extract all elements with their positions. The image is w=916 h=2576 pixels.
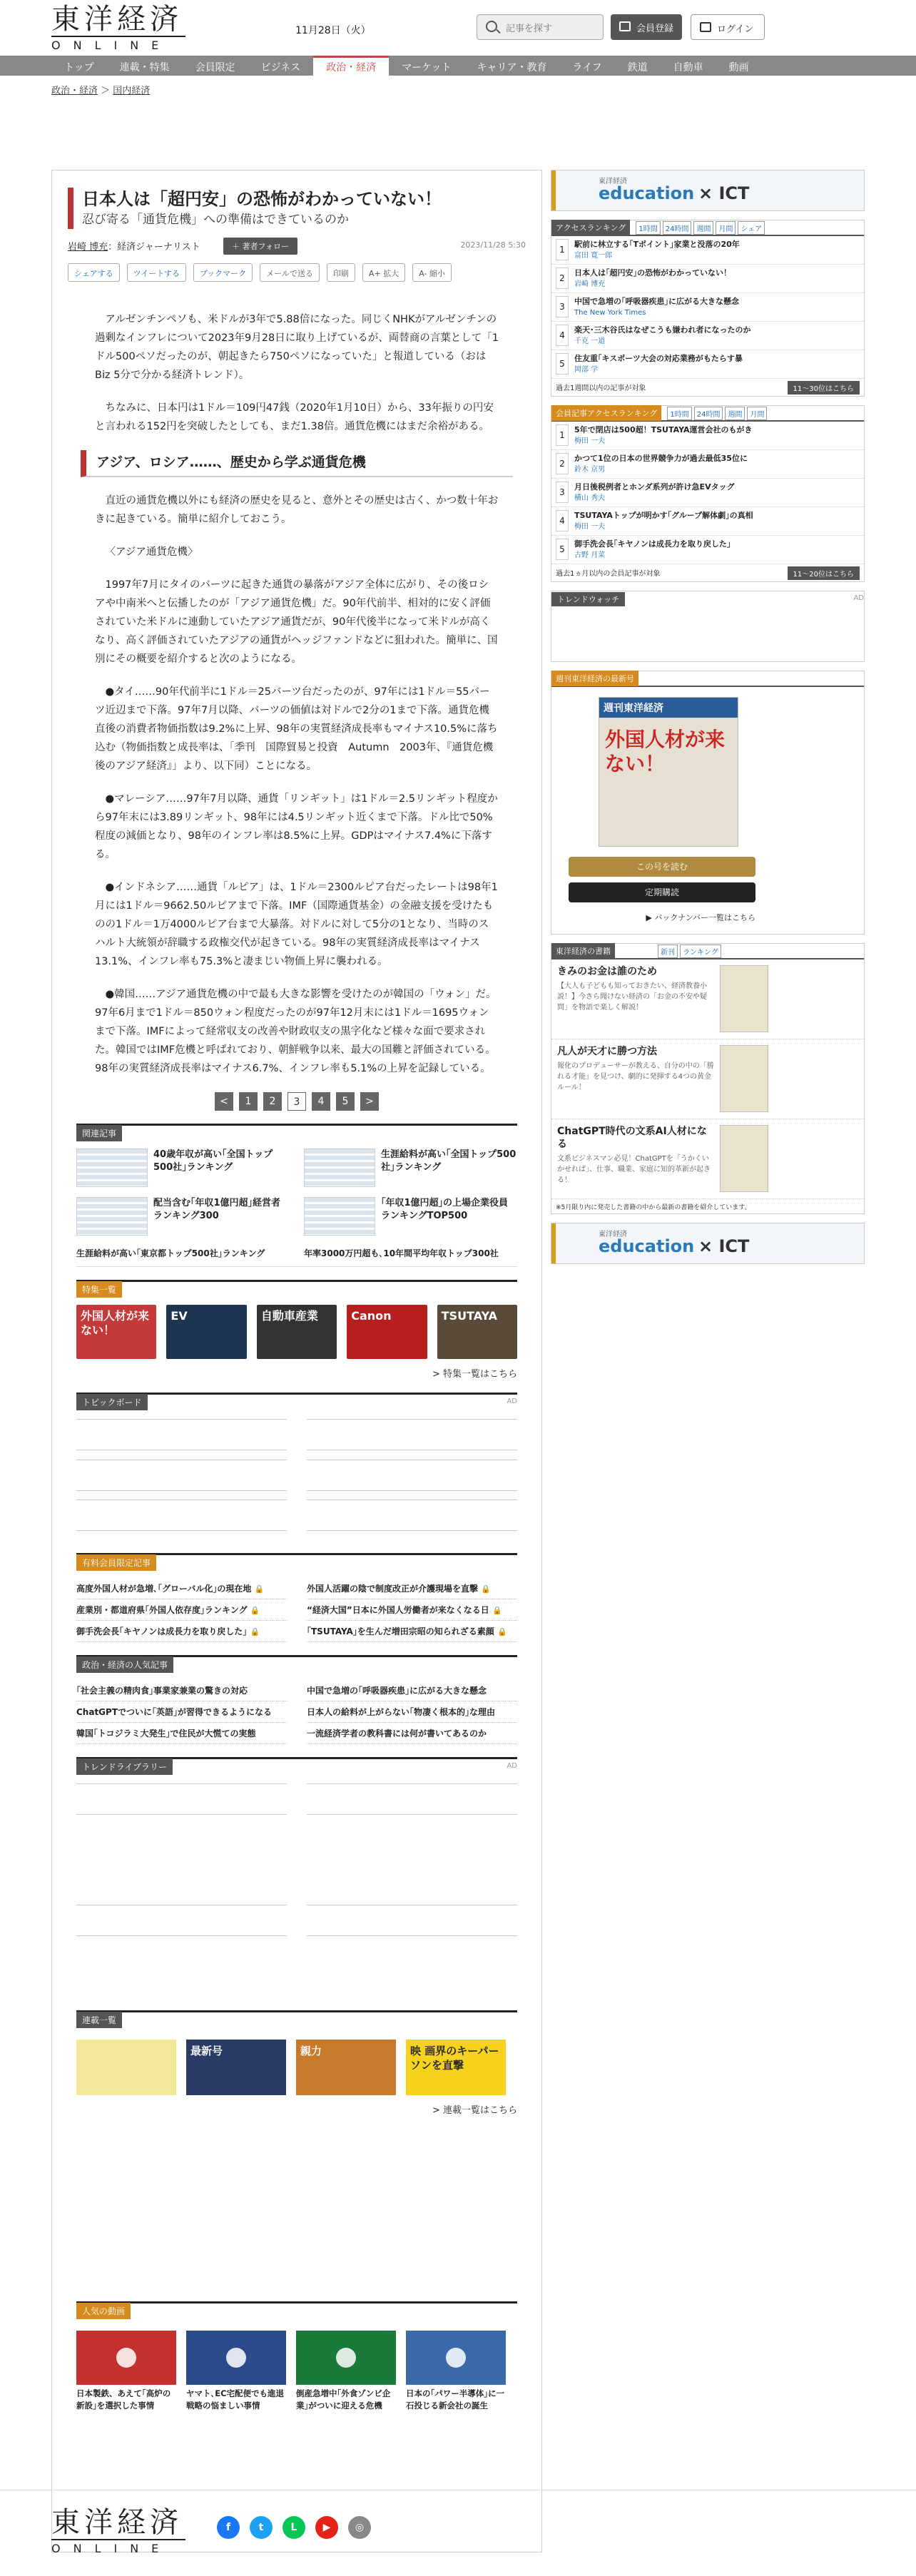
- twitter-share-button[interactable]: ツイートする: [127, 263, 186, 282]
- mail-button[interactable]: メールで送る: [260, 263, 320, 282]
- nav-item-career[interactable]: キャリア・教育: [477, 62, 547, 73]
- list-item[interactable]: 御手洗会長｢キヤノンは成長力を取り戻した｣ 🔒: [76, 1621, 287, 1642]
- ad-slot[interactable]: [307, 1905, 517, 1936]
- feature-card[interactable]: 自動車産業: [257, 1305, 337, 1359]
- article-column: [51, 170, 542, 2552]
- related-link[interactable]: 年率3000万円超も､10年間平均年収トップ300社: [304, 1248, 499, 1258]
- play-icon: [336, 2348, 356, 2368]
- paragraph: ●マレーシア……97年7月以降、通貨「リンギット」は1ドル＝2.5リンギット程度から97年末には3.89リンギット、98年には4.5リンギット近くまで下落。ドル比で50%程度の減価となり、98年のインフレ率は8.5%に上昇。GDPはマイナス7.4%に下落する。: [95, 793, 498, 860]
- tab-month[interactable]: 月間: [747, 407, 767, 420]
- paragraph: 〈アジア通貨危機〉: [105, 546, 198, 558]
- ad-slot[interactable]: [76, 1460, 287, 1491]
- print-button[interactable]: 印刷: [327, 263, 355, 282]
- list-item[interactable]: ｢TSUTAYA｣を生んだ増田宗昭の知られざる素顔 🔒: [307, 1621, 517, 1642]
- book-cover: [720, 1125, 768, 1192]
- site-footer: [0, 2490, 916, 2575]
- register-button[interactable]: 会員登録: [611, 14, 682, 40]
- nav-item-auto[interactable]: 自動車: [673, 62, 703, 73]
- education-ict-banner[interactable]: 東洋経済 education × ICT: [551, 170, 865, 211]
- video-card[interactable]: [296, 2331, 396, 2412]
- page-current: 3: [287, 1092, 306, 1111]
- lock-icon: 🔒: [250, 1606, 260, 1615]
- book-item[interactable]: 凡人が天才に勝つ方法 報化のプロデューサーが教える、自分の中の「勝れる才能」を見つけ、劇的に発揮する4つの黄金ルール！: [551, 1039, 864, 1119]
- lock-icon: 🔒: [492, 1606, 502, 1615]
- nav-item-business[interactable]: ビジネス: [260, 62, 301, 73]
- popular-articles: [76, 1655, 517, 1744]
- tab-24h[interactable]: 24時間: [663, 221, 692, 235]
- thumbnail: [76, 1197, 148, 1236]
- section-title: 政治・経済の人気記事: [76, 1656, 173, 1673]
- back-number-link[interactable]: ▶ バックナンバー一覧はこちら: [646, 913, 755, 922]
- section-title: トピックボード: [76, 1394, 148, 1410]
- video-title: 日本製鉄、あえて｢高炉の新設｣を選択した事情: [76, 2388, 171, 2410]
- ranking-item[interactable]: 4 楽天･三木谷氏はなぜこうも嫌われ者になったのか 千克 一道: [551, 322, 864, 350]
- tab-ranking[interactable]: ランキング: [680, 945, 721, 958]
- serial-card[interactable]: 最新号: [186, 2040, 286, 2095]
- ad-label: AD: [853, 594, 864, 602]
- global-nav: [0, 56, 916, 76]
- author-line: 岩崎 博充：経済ジャーナリスト ＋ 著者フォロー 2023/11/28 5:30: [68, 239, 526, 256]
- related-item[interactable]: ｢年収1億円超｣の上場企業役員ランキングTOP500: [304, 1197, 517, 1236]
- member-articles: [76, 1553, 517, 1642]
- site-logo[interactable]: [51, 3, 187, 52]
- paragraph: ●韓国……アジア通貨危機の中で最も大きな影響を受けたのが韓国の「ウォン」だ。97年6月まで1ドル＝850ウォン程度だったのが97年12月末には1ドル＝1695ウォンまで下落。IMFによって経常収支の改善や財政収支の黒字化など様々な面で要求された。韓国ではIMF危機と呼ばれており、朝鮮戦争以来、最大の国難と評価されている。98年の実質経済成長率はマイナス6.7%、インフレ率も5.1%の上昇を記録している。: [95, 989, 497, 1074]
- ranking-item[interactable]: 3 中国で急増の｢呼吸器疾患｣に広がる大きな懸念 The New York Times: [551, 293, 864, 322]
- nav-item-market[interactable]: マーケット: [402, 62, 452, 73]
- serial-card[interactable]: 親力: [296, 2040, 396, 2095]
- ranking-more-button[interactable]: 11～30位はこちら: [788, 381, 860, 394]
- login-button[interactable]: ログイン: [691, 14, 765, 40]
- thumbnail: [304, 1149, 375, 1187]
- page-link[interactable]: 4: [312, 1092, 330, 1111]
- author-name[interactable]: 岩崎 博充: [68, 242, 108, 253]
- video-section: [76, 2301, 517, 2412]
- search-input[interactable]: 記事を探す: [477, 14, 604, 40]
- youtube-icon[interactable]: ▶: [315, 2516, 338, 2539]
- article-header: [68, 188, 526, 229]
- books-box: [551, 943, 865, 1214]
- tab-share[interactable]: シェア: [738, 221, 765, 235]
- sidebar: [551, 170, 865, 1264]
- related-item[interactable]: 生涯給料が高い｢全国トップ500社｣ランキング: [304, 1149, 517, 1187]
- related-item[interactable]: 40歳年収が高い｢全国トップ500社｣ランキング: [76, 1149, 290, 1187]
- feature-card[interactable]: TSUTAYA: [437, 1305, 517, 1359]
- breadcrumb-link[interactable]: 国内経済: [113, 86, 151, 96]
- ranking-item[interactable]: 5 御手洗会長｢キヤノンは成長力を取り戻した｣ 古野 月菜: [551, 536, 864, 564]
- related-section: [76, 1124, 517, 1267]
- font-shrink-button[interactable]: A- 縮小: [412, 263, 452, 282]
- nav-item-top[interactable]: トップ: [64, 62, 94, 73]
- thumbnail: [304, 1197, 375, 1236]
- line-icon[interactable]: L: [283, 2516, 305, 2539]
- member-icon: [619, 21, 631, 31]
- lock-icon: 🔒: [254, 1584, 265, 1594]
- ad-label: AD: [507, 1762, 517, 1770]
- share-bar: [68, 263, 526, 282]
- play-icon: [226, 2348, 246, 2368]
- nav-item-video[interactable]: 動画: [728, 62, 749, 73]
- box-title: 会員記事アクセスランキング: [551, 405, 661, 421]
- tab-week[interactable]: 週間: [693, 221, 713, 235]
- nav-item-rail[interactable]: 鉄道: [627, 62, 648, 73]
- facebook-share-button[interactable]: シェアする: [68, 263, 120, 282]
- feature-card[interactable]: Canon: [347, 1305, 427, 1359]
- feature-card[interactable]: 外国人材が来ない！: [76, 1305, 156, 1359]
- tab-week[interactable]: 週間: [725, 407, 745, 420]
- trend-watch: トレンドウォッチ AD: [551, 591, 865, 662]
- list-item[interactable]: 中国で急増の｢呼吸器疾患｣に広がる大きな懸念: [307, 1680, 517, 1701]
- article-title: 日本人は「超円安」の恐怖がわかっていない！: [82, 189, 442, 209]
- serial-more-link[interactable]: > 連載一覧はこちら: [432, 2105, 517, 2116]
- education-ict-banner[interactable]: 東洋経済 education × ICT: [551, 1223, 865, 1264]
- logo-text-en: ONLINE: [51, 36, 185, 52]
- serial-section: [76, 2010, 517, 2116]
- play-icon: [446, 2348, 466, 2368]
- search-icon: [486, 21, 497, 32]
- rss-icon[interactable]: ◎: [348, 2516, 371, 2539]
- ad-label: AD: [507, 1398, 517, 1405]
- features-section: [76, 1280, 517, 1380]
- ad-slot[interactable]: [76, 1500, 287, 1531]
- login-icon: [700, 22, 711, 32]
- thumbnail: [76, 1149, 148, 1187]
- magazine-cover[interactable]: 週刊東洋経済 外国人材が来ない！: [599, 697, 738, 847]
- ranking-item[interactable]: 4 TSUTAYAトップが明かす｢グループ解体劇｣の真相 梅田 一夫: [551, 507, 864, 536]
- book-item[interactable]: きみのお金は誰のため 【大人も子どもも知っておきたい、経済教養小説！】今さら聞けない経済の「お金の不安や疑問」を物語で楽しく解説！: [551, 959, 864, 1039]
- section-title: 人気の動画: [76, 2303, 131, 2319]
- article-body: [95, 310, 499, 1078]
- ranking-more-button[interactable]: 11～20位はこちら: [788, 566, 860, 580]
- follow-button[interactable]: ＋ 著者フォロー: [223, 238, 297, 255]
- lock-icon: 🔒: [250, 1627, 260, 1636]
- list-item[interactable]: 日本人の給料が上がらない｢物凄く根本的｣な理由: [307, 1701, 517, 1723]
- nav-item-series[interactable]: 連載・特集: [119, 62, 170, 73]
- paragraph: 直近の通貨危機以外にも経済の歴史を見ると、意外とその歴史は古く、かつ数十年おきに起きている。簡単に紹介しておこう。: [95, 495, 499, 525]
- section-title: トレンドライブラリー: [76, 1758, 173, 1775]
- sns-links: [217, 2516, 371, 2539]
- nav-item-politics[interactable]: 政治・経済: [313, 56, 389, 76]
- lock-icon: 🔒: [481, 1584, 491, 1594]
- trend-library: [76, 1757, 517, 1997]
- ranking-item[interactable]: 5 住友重｢キスポーツ大会の対応業務がもたらす暴 岡部 学: [551, 350, 864, 379]
- breadcrumb-link[interactable]: 政治・経済: [51, 86, 98, 96]
- header-date: 11月28日（火）: [295, 25, 371, 36]
- list-item[interactable]: 外国人活躍の陰で制度改正が介護現場を直撃 🔒: [307, 1578, 517, 1599]
- magazine-box: [551, 671, 865, 935]
- list-item[interactable]: 一流経済学者の教科書には何が書いてあるのか: [307, 1723, 517, 1744]
- video-card[interactable]: [76, 2331, 176, 2412]
- list-item[interactable]: 高度外国人材が急増､｢グローバル化｣の現在地 🔒: [76, 1578, 287, 1599]
- book-cover: [720, 1045, 768, 1112]
- twitter-icon[interactable]: t: [250, 2516, 273, 2539]
- box-title: アクセスランキング: [551, 220, 630, 235]
- tab-24h[interactable]: 24時間: [694, 407, 723, 420]
- feature-card[interactable]: EV: [166, 1305, 246, 1359]
- topic-board: [76, 1393, 517, 1540]
- books-note: ※5月限り内に発売した書籍の中から最新の書籍を紹介しています。: [556, 1204, 751, 1211]
- ranking-item[interactable]: 3 月日後税例者とホンダ系列が許け急EVタッグ 横山 秀夫: [551, 479, 864, 507]
- logo-text-jp: 東洋経済: [51, 3, 183, 36]
- box-title: 東洋経済の書籍: [551, 943, 615, 959]
- ad-slot[interactable]: [307, 1500, 517, 1531]
- tab-month[interactable]: 月間: [716, 221, 736, 235]
- next-page-button[interactable]: >: [360, 1092, 379, 1111]
- page-link[interactable]: 2: [263, 1092, 282, 1111]
- video-title: 倒産急増中｢外食ゾンビ企業｣がついに迎える危機: [296, 2388, 391, 2410]
- access-ranking: [551, 220, 865, 397]
- ranking-note: 過去1週間以内の記事が対象: [556, 385, 646, 392]
- tab-new[interactable]: 新刊: [658, 945, 678, 958]
- ad-slot[interactable]: [307, 1783, 517, 1815]
- ad-slot[interactable]: [76, 1419, 287, 1450]
- section-title: 特集一覧: [76, 1281, 122, 1298]
- book-item[interactable]: ChatGPT時代の文系AI人材になる 文系ビジネスマン必見！ChatGPTを「うかくいかせれば」、仕事、職業、家庭に知的革新が起きる！: [551, 1119, 864, 1199]
- nav-item-life[interactable]: ライフ: [572, 62, 602, 73]
- serial-card[interactable]: [76, 2040, 176, 2095]
- nav-item-members[interactable]: 会員限定: [195, 62, 235, 73]
- ranking-item[interactable]: 1 駅前に林立する｢Tポイント｣家業と没落の20年 富田 寛一郎: [551, 236, 864, 265]
- ad-slot[interactable]: [76, 1905, 287, 1936]
- read-issue-button[interactable]: この号を読む: [569, 857, 755, 877]
- paragraph: ちなみに、日本円は1ドル＝109円47銭（2020年1月10日）から、33年振りの円安と言われる152円を突破したとしても、まだ1.38倍。通貨危機にはまだ余裕がある。: [95, 402, 494, 432]
- pagination: [52, 1092, 541, 1111]
- book-cover: [720, 965, 768, 1032]
- video-title: 日本の｢パワー半導体｣に一石投じる新会社の誕生: [406, 2388, 504, 2410]
- ad-slot[interactable]: [307, 1460, 517, 1491]
- ranking-item[interactable]: 2 かつて1位の日本の世界競争力が過去最低35位に 鈴木 京男: [551, 450, 864, 479]
- list-item[interactable]: ｢社会主義の精肉食｣事業家兼業の驚きの対応: [76, 1680, 287, 1701]
- list-item[interactable]: ChatGPTでついに｢英語｣が習得できるようになる: [76, 1701, 287, 1723]
- footer-logo[interactable]: 東洋経済 ONLINE: [51, 2506, 187, 2555]
- features-more-link[interactable]: > 特集一覧はこちら: [432, 1369, 517, 1380]
- section-title: 連載一覧: [76, 2012, 122, 2028]
- font-enlarge-button[interactable]: A+ 拡大: [362, 263, 405, 282]
- page-link[interactable]: 5: [336, 1092, 355, 1111]
- page-link[interactable]: 1: [239, 1092, 258, 1111]
- article-subtitle: 忍び寄る「通貨危機」への準備はできているのか: [82, 213, 349, 227]
- bookmark-button[interactable]: ブックマーク: [193, 263, 253, 282]
- ad-slot[interactable]: [307, 1419, 517, 1450]
- box-title: 週刊東洋経済の最新号: [551, 671, 638, 686]
- paragraph: 1997年7月にタイのバーツに起きた通貨の暴落がアジア全体に広がり、その後ロシアや中南米へと伝播したのが「アジア通貨危機」だ。90年代前半、相対的に安く評価されていた米ドルに連動していたアジア通貨だが、90年代後半になって米ドルが高くなり、高く評価されていたアジアの通貨がヘッジファンドなどに狙われた。簡単に、国別にその概要を紹介すると次のようになる。: [95, 579, 498, 665]
- member-ranking: [551, 405, 865, 582]
- section-heading: アジア、ロシア……、歴史から学ぶ通貨危機: [81, 450, 513, 477]
- site-header: [51, 0, 865, 56]
- breadcrumb: 政治・経済 ＞ 国内経済: [51, 86, 151, 96]
- ranking-note: 過去1ヵ月以内の会員記事が対象: [556, 570, 661, 578]
- play-icon: [116, 2348, 136, 2368]
- list-item[interactable]: 韓国｢トコジラミ大発生｣で住民が大慌ての実態: [76, 1723, 287, 1744]
- publish-date: 2023/11/28 5:30: [460, 240, 526, 250]
- subscribe-button[interactable]: 定期購読: [569, 882, 755, 902]
- facebook-icon[interactable]: f: [217, 2516, 240, 2539]
- list-item[interactable]: “経済大国”日本に外国人労働者が来なくなる日 🔒: [307, 1599, 517, 1621]
- ad-slot[interactable]: [76, 1783, 287, 1815]
- related-item[interactable]: 配当含む｢年収1億円超｣経営者ランキング300: [76, 1197, 290, 1236]
- list-item[interactable]: 産業別・都道府県｢外国人依存度｣ランキング 🔒: [76, 1599, 287, 1621]
- related-link[interactable]: 生涯給料が高い｢東京都トップ500社｣ランキング: [76, 1248, 265, 1258]
- paragraph: ●インドネシア……通貨「ルピア」は、1ドル＝2300ルピア台だったレートは98年1月には1ドル＝9662.50ルピアまで下落。IMF（国際通貨基金）の金融支援を受けたものの1ドル＝1万4000ルピア台まで大暴落。対ドルに対して5分の1となり、当時のスハルト大統領が辞職する政権交代が起きている。98年の実質経済成長率はマイナス13.1%、インフレ率も75.3%と凄まじい物価上昇に襲われる。: [95, 882, 498, 967]
- lock-icon: 🔒: [497, 1627, 507, 1636]
- section-title: 有料会員限定記事: [76, 1554, 156, 1571]
- serial-card[interactable]: 映 画界のキーパーソンを直撃: [406, 2040, 506, 2095]
- author-role: 経済ジャーナリスト: [117, 242, 200, 253]
- prev-page-button[interactable]: <: [215, 1092, 233, 1111]
- tab-1h[interactable]: 1時間: [667, 407, 691, 420]
- section-title: 関連記事: [76, 1125, 122, 1141]
- video-card[interactable]: [406, 2331, 506, 2412]
- ranking-item[interactable]: 1 5年で閉店は500超！TSUTAYA運営会社のもがき 梅田 一夫: [551, 422, 864, 450]
- tab-1h[interactable]: 1時間: [636, 221, 660, 235]
- video-card[interactable]: [186, 2331, 286, 2412]
- paragraph: アルゼンチンペソも、米ドルが3年で5.88倍になった。同じくNHKがアルゼンチンの過剰なインフレについて2023年9月28日に取り上げているが、両替商の言葉として「1ドル500ペソだったのが、朝起きたら750ペソになっていた」と報道している（おはBiz 5分で分かる経済トレンド）。: [95, 314, 499, 381]
- ranking-item[interactable]: 2 日本人は｢超円安｣の恐怖がわかっていない！ 岩崎 博充: [551, 265, 864, 293]
- paragraph: ●タイ……90年代前半に1ドル＝25バーツ台だったのが、97年には1ドル＝55バーツ近辺まで下落。97年7月以降、バーツの価値は対ドルで2分の1まで下落。通貨危機直後の消費者物価指数は9.2%に上昇、98年の実質経済成長率もマイナス10.5%に落ち込む（物価指数と成長率は、「季刊 国際貿易と投資 Autumn 2003年、『通貨危機後のアジア経済』」より、以下同）ことになる。: [95, 686, 498, 772]
- video-title: ヤマト､EC宅配便でも進退戦略の悩ましい事情: [186, 2388, 285, 2410]
